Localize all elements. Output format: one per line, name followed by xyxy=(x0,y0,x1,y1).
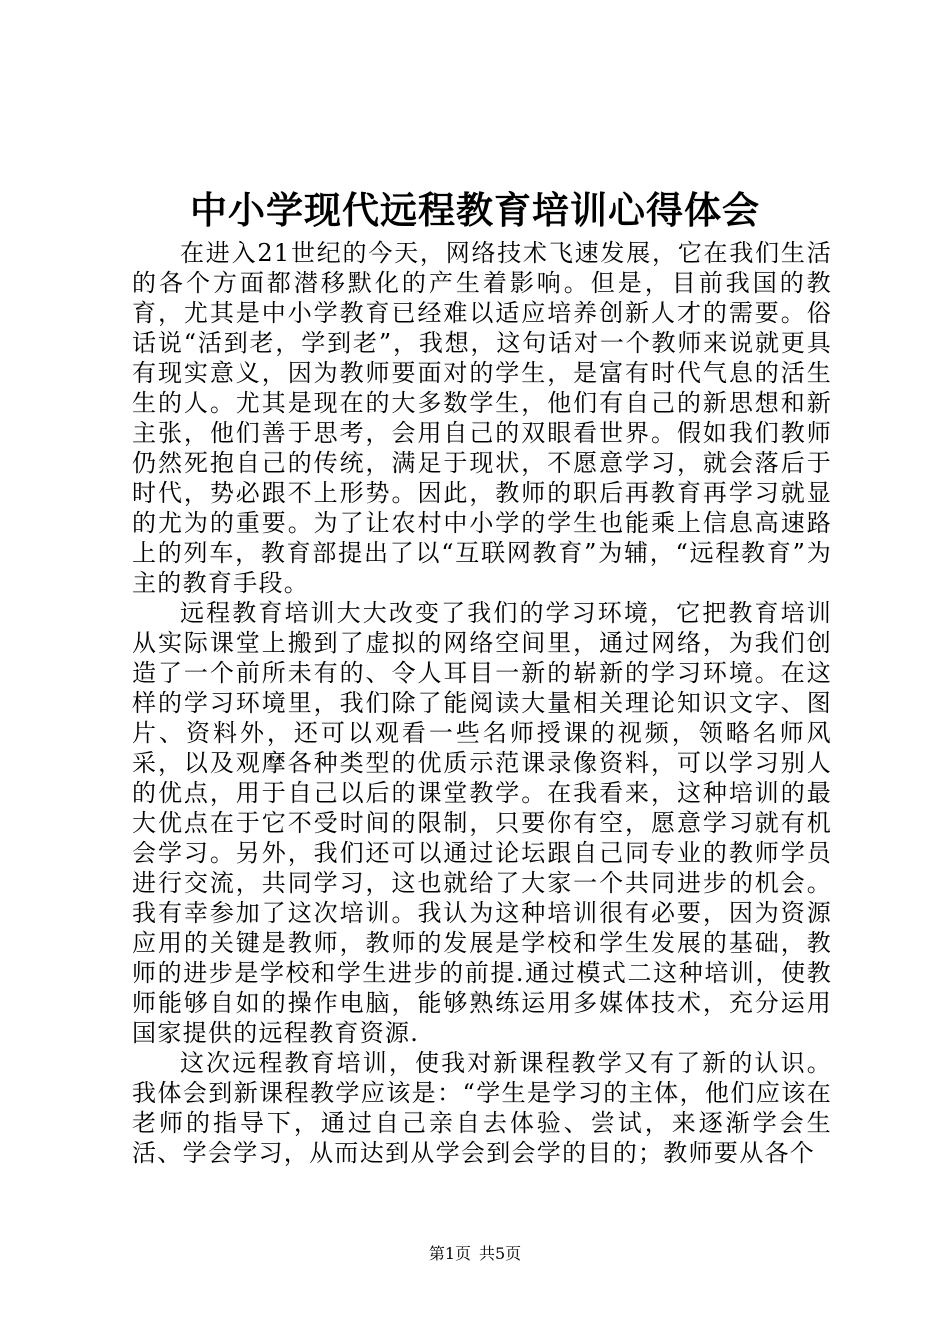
page-number: 第1页 xyxy=(428,1244,471,1263)
paragraph-3: 这次远程教育培训，使我对新课程教学又有了新的认识。我体会到新课程教学应该是：“学生是学习的主体，他们应该在老师的指导下，通过自己亲自去体验、尝试，来逐渐学会生活、学会学习，从而达到从学会到会学的目的；教师要从各个 xyxy=(132,1049,832,1167)
page-title: 中小学现代远程教育培训心得体会 xyxy=(190,188,760,232)
document-body xyxy=(132,238,832,1168)
paragraph-1: 在进入21世纪的今天，网络技术飞速发展，它在我们生活的各个方面都潜移默化的产生着影响。但是，目前我国的教育，尤其是中小学教育已经难以适应培养创新人才的需要。俗话说“活到老，学到老”，我想，这句话对一个教师来说就更具有现实意义，因为教师要面对的学生，是富有时代气息的活生生的人。尤其是现在的大多数学生，他们有自己的新思想和新主张，他们善于思考，会用自己的双眼看世界。假如我们教师仍然死抱自己的传统，满足于现状，不愿意学习，就会落后于时代，势必跟不上形势。因此，教师的职后再教育再学习就显的尤为的重要。为了让农村中小学的学生也能乘上信息高速路上的列车，教育部提出了以“互联网教育”为辅，“远程教育”为主的教育手段。 xyxy=(132,239,832,597)
page-footer xyxy=(0,1243,950,1265)
page-total: 共5页 xyxy=(479,1244,522,1263)
paragraph-2: 远程教育培训大大改变了我们的学习环境，它把教育培训从实际课堂上搬到了虚拟的网络空间里，通过网络，为我们创造了一个前所未有的、令人耳目一新的崭新的学习环境。在这样的学习环境里，我们除了能阅读大量相关理论知识文字、图片、资料外，还可以观看一些名师授课的视频，领略名师风采，以及观摩各种类型的优质示范课录像资料，可以学习别人的优点，用于自己以后的课堂教学。在我看来，这种培训的最大优点在于它不受时间的限制，只要你有空，愿意学习就有机会学习。另外，我们还可以通过论坛跟自己同专业的教师学员进行交流，共同学习，这也就给了大家一个共同进步的机会。我有幸参加了这次培训。我认为这种培训很有必要，因为资源应用的关键是教师，教师的发展是学校和学生发展的基础，教师的进步是学校和学生进步的前提.通过模式二这种培训，使教师能够自如的操作电脑，能够熟练运用多媒体技术，充分运用国家提供的远程教育资源. xyxy=(132,599,832,1047)
